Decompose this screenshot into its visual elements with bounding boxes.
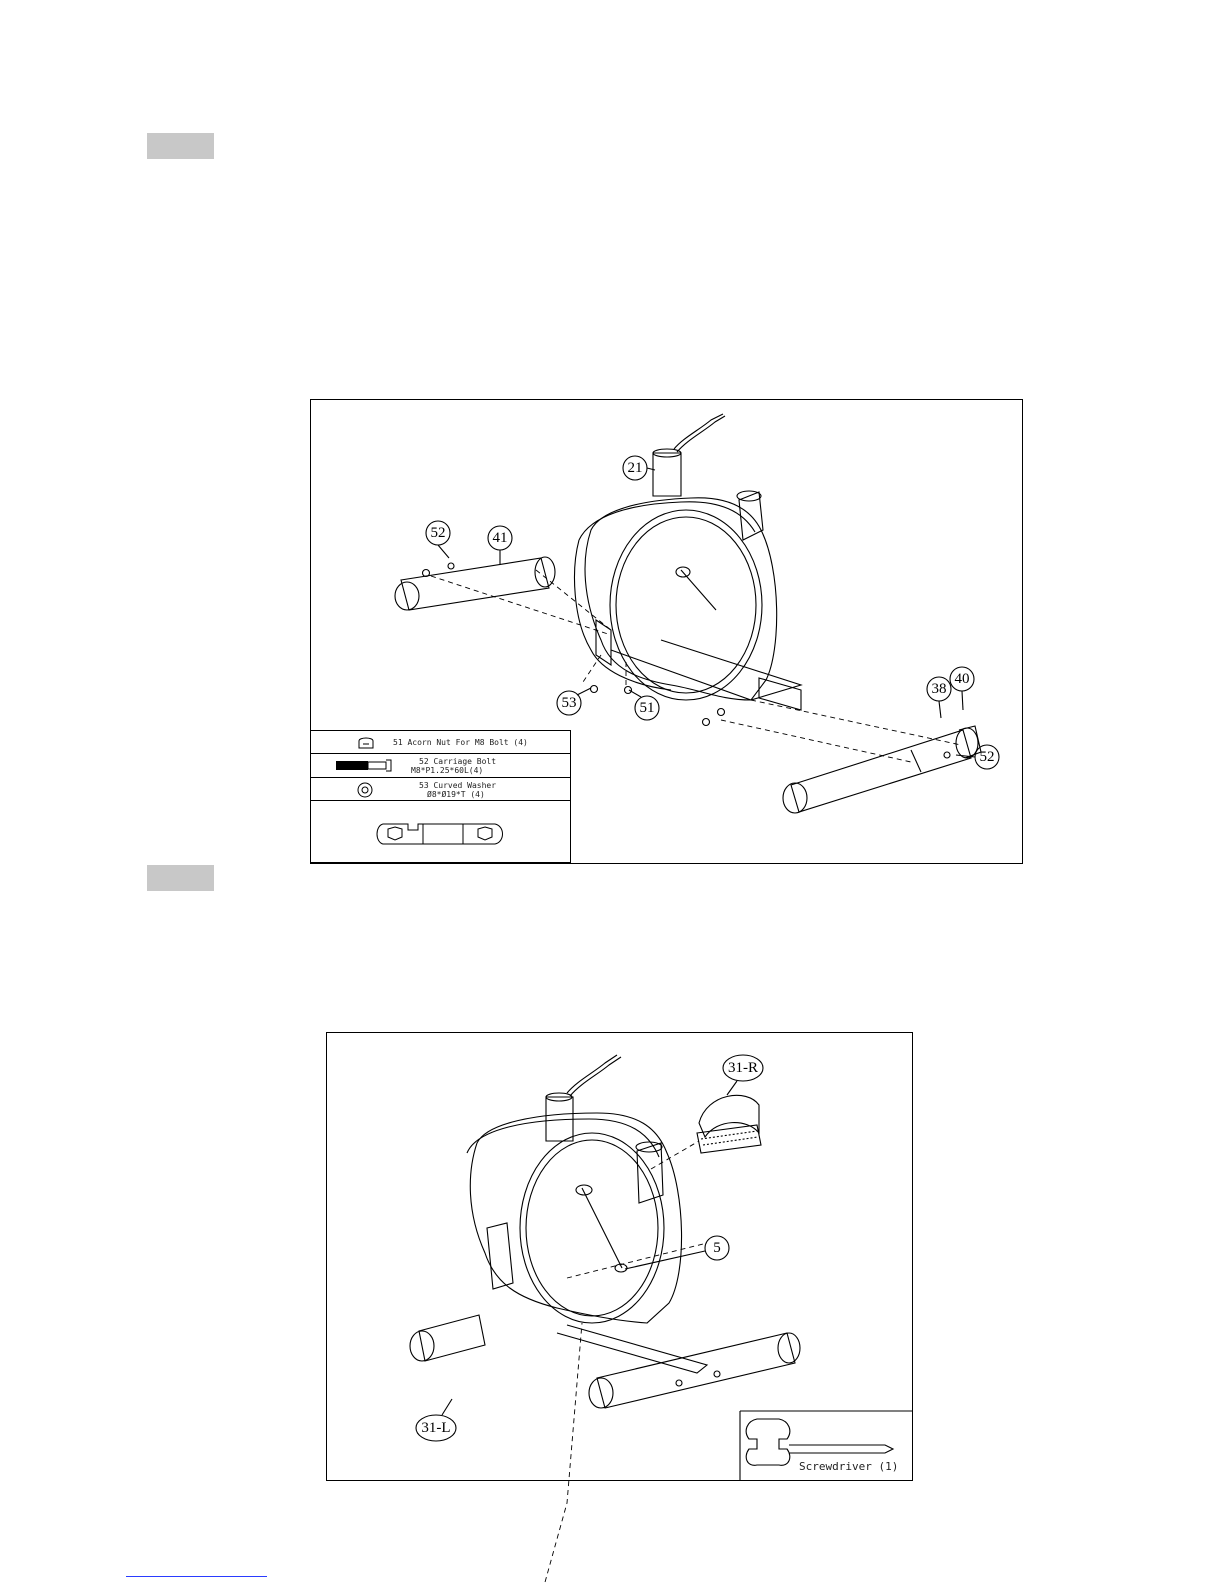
screwdriver-label: Screwdriver (1) [799,1460,899,1473]
callout-51: 51 [639,700,655,716]
rear-stabilizer [791,730,971,812]
hardware-row-wrench [310,800,571,863]
hardware-curved-washer-spec: Ø8*Ø19*T (4) [427,790,485,799]
rear-stabilizer [597,1333,795,1408]
callout-31-r: 31-R [728,1060,758,1076]
callout-40: 40 [954,671,970,687]
callout-5: 5 [713,1240,721,1256]
curved-washer-icon [356,781,374,799]
hardware-carriage-bolt-spec: M8*P1.25*60L(4) [411,766,484,775]
step-2-diagram [326,1032,913,1481]
flywheel-cover [520,1133,664,1323]
front-stabilizer [419,1315,485,1361]
flywheel-cover [610,510,762,700]
callout-53: 53 [561,695,577,711]
screwdriver-icon [746,1419,893,1465]
carriage-bolt-icon [335,759,395,773]
callout-52-left: 52 [430,525,446,541]
hardware-row-acorn-nut [310,730,571,754]
front-stabilizer [401,558,549,610]
hardware-curved-washer-label: 53 Curved Washer [419,781,497,790]
pedal-left-31l [327,1033,511,1585]
hardware-row-carriage-bolt [310,753,571,778]
callout-21: 21 [627,460,643,476]
callout-41: 41 [492,530,508,546]
step-1-marker [147,133,214,159]
callout-38: 38 [931,681,947,697]
front-bracket [596,620,611,665]
seat-post-tube [653,453,681,496]
step-1-diagram [310,399,1023,864]
main-frame-housing [470,1113,681,1323]
step-2-marker [147,865,214,891]
hardware-row-curved-washer [310,777,571,801]
footer-rule [126,1576,267,1577]
hardware-carriage-bolt-label: 52 Carriage Bolt [419,757,497,766]
callout-52-right: 52 [979,749,995,765]
main-frame-housing [585,498,777,700]
pedal-right-31r [697,1095,761,1153]
crank-arm [582,1188,622,1268]
callout-31-l: 31-L [421,1420,451,1436]
acorn-nut-icon [356,735,376,749]
hardware-acorn-nut-label: 51 Acorn Nut For M8 Bolt (4) [393,738,528,747]
step-2-assembly-view [327,1033,912,1480]
wrench-icon [373,816,513,850]
